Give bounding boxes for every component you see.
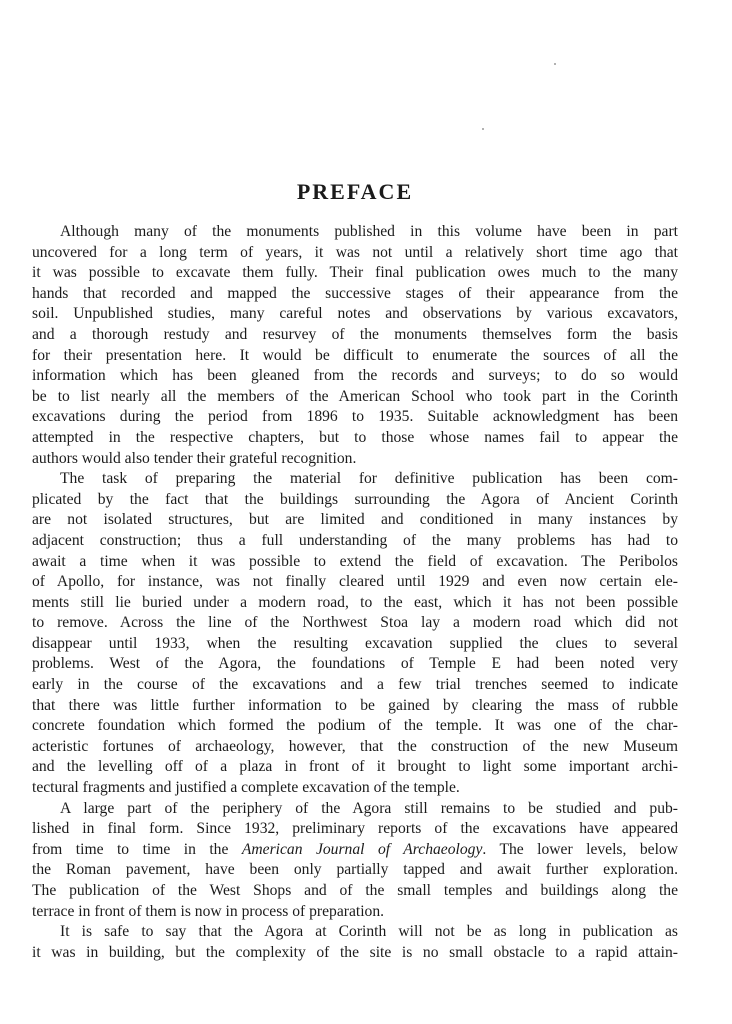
text-line: lished in final form. Since 1932, preliminary reports of the excavations have appeared [32,820,678,838]
preface-body [32,222,678,963]
text-line: that there was little further information to be gained by clearing the mass of rubble [32,696,678,714]
text-line: early in the course of the excavations and a few trial trenches seemed to indicate [32,676,678,694]
text-line: problems. West of the Agora, the foundations of Temple E had been noted very [32,655,678,673]
text-line: concrete foundation which formed the podium of the temple. It was one of the char- [32,717,678,735]
text-line: uncovered for a long term of years, it was not until a relatively short time ago that [32,243,678,261]
text-line: ments still lie buried under a modern road, to the east, which it has not been possible [32,593,678,611]
text-line: A large part of the periphery of the Agora still remains to be studied and pub- [60,799,678,817]
text-line: The task of preparing the material for definitive publication has been com- [60,470,678,488]
text-line: excavations during the period from 1896 to 1935. Suitable acknowledgment has been [32,408,678,426]
text-line: tectural fragments and justified a complete excavation of the temple. [32,779,460,797]
text-line: terrace in front of them is now in process of preparation. [32,902,385,920]
scan-speck [554,63,556,65]
text-line: acteristic fortunes of archaeology, however, that the construction of the new Museum [32,737,678,755]
text-line: it was possible to excavate them fully. Their final publication owes much to the many [32,264,678,282]
text-line: plicated by the fact that the buildings surrounding the Agora of Ancient Corinth [32,490,678,508]
text-line: and the levelling off of a plaza in front of it brought to light some important archi- [32,758,678,776]
document-page [32,0,678,1024]
text-line: authors would also tender their grateful recognition. [32,449,357,467]
journal-line-after: . The lower levels, below [482,840,678,858]
text-line: of Apollo, for instance, was not finally cleared until 1929 and even now certain ele- [32,573,678,591]
journal-reference-line [32,840,678,861]
text-line: It is safe to say that the Agora at Corinth will not be as long in publication as [60,923,678,941]
text-line: disappear until 1933, when the resulting excavation supplied the clues to several [32,634,678,652]
text-line: hands that recorded and mapped the successive stages of their appearance from the [32,284,678,302]
text-line: are not isolated structures, but are limited and conditioned in many instances by [32,511,678,529]
text-line: and a thorough restudy and resurvey of the monuments themselves form the basis [32,325,678,343]
text-line: The publication of the West Shops and of the small temples and buildings along the [32,882,678,899]
text-line: soil. Unpublished studies, many careful notes and observations by various excavators, [32,305,678,323]
text-line: it was in building, but the complexity of the site is no small obstacle to a rapid attain- [32,943,678,961]
text-line: adjacent construction; thus a full understanding of the many problems has had to [32,531,678,549]
text-line: attempted in the respective chapters, but to those whose names fail to appear the [32,428,678,446]
text-line: await a time when it was possible to extend the field of excavation. The Peribolos [32,552,678,570]
text-line: information which has been gleaned from the records and surveys; to do so would [32,367,678,385]
text-line: to remove. Across the line of the Northwest Stoa lay a modern road which did not [32,614,678,632]
text-line: for their presentation here. It would be difficult to enumerate the sources of all the [32,346,678,364]
journal-line-before: from time to time in the [32,840,242,858]
page-title: PREFACE [296,179,414,204]
journal-title: American Journal of Archaeology [241,840,483,858]
text-line: the Roman pavement, have been only partially tapped and await further exploration. [32,861,678,879]
text-line: be to list nearly all the members of the American School who took part in the Corinth [32,387,678,405]
text-line: Although many of the monuments published in this volume have been in part [60,223,678,240]
scan-speck [482,128,484,130]
